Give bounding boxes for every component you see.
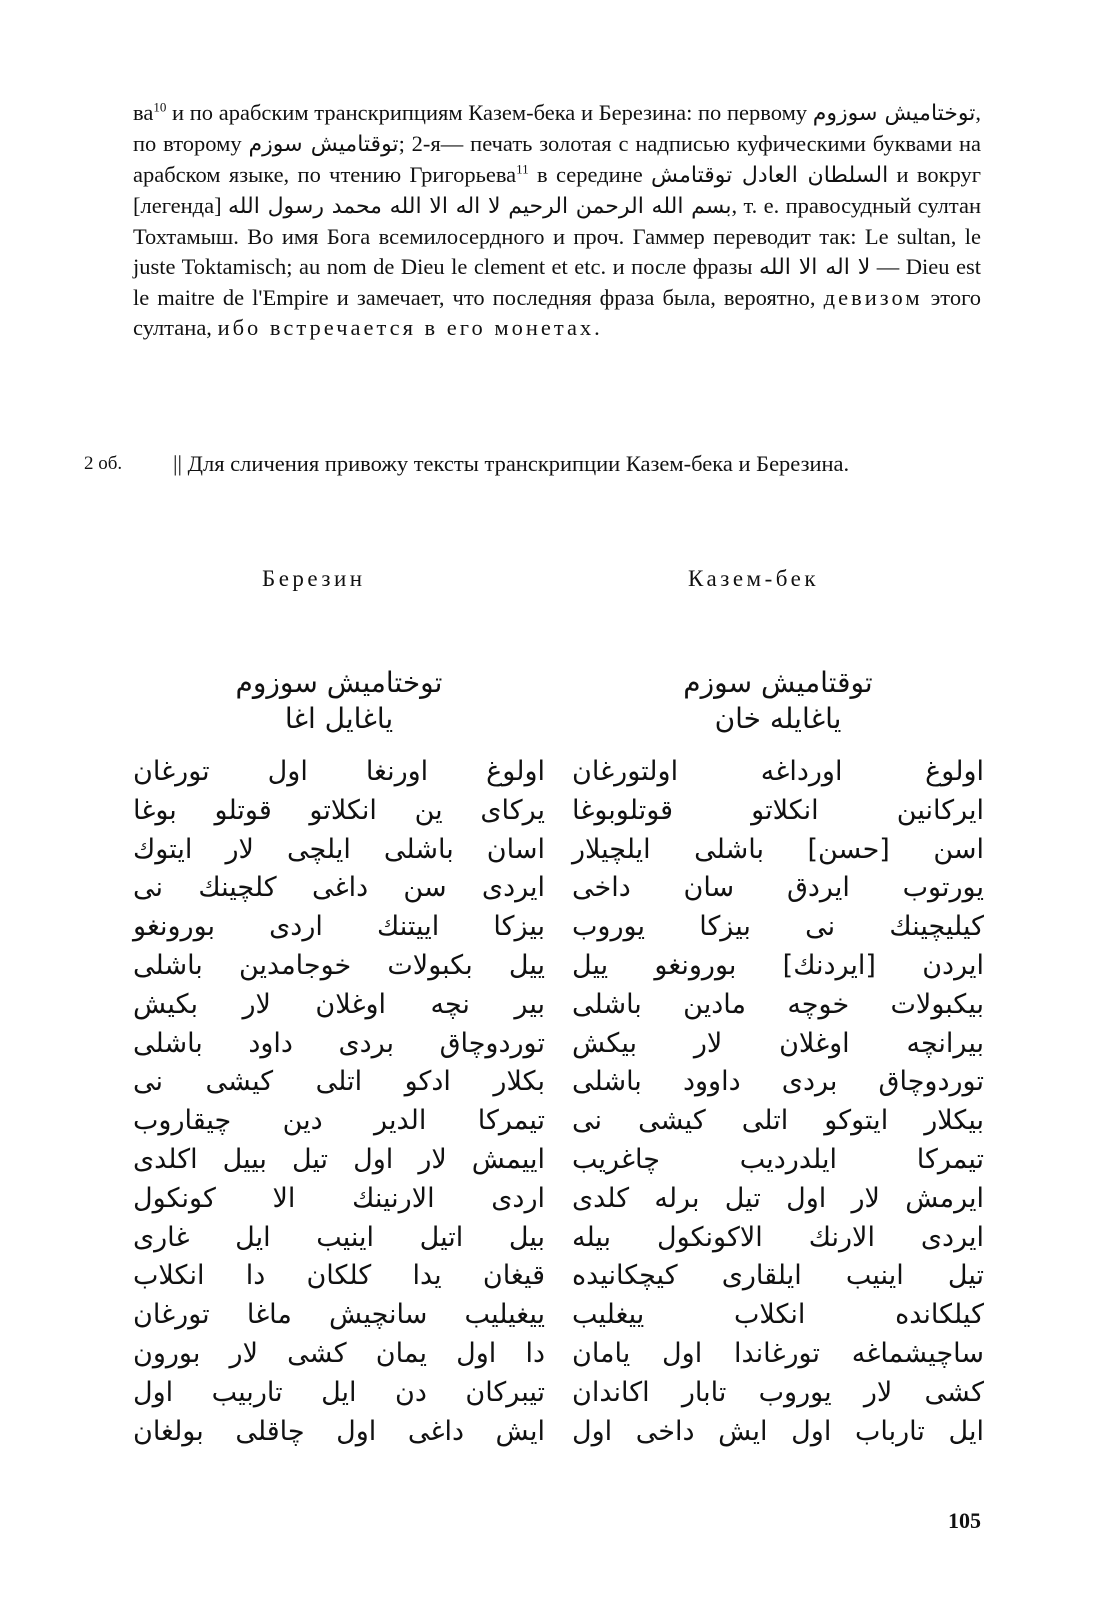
verse-line: ایل تارباب اول ایش داخی اول <box>572 1415 984 1447</box>
verse-line: اییمش لار اول تیل بییل اکلدی <box>133 1143 545 1175</box>
verse-line: اولوغ اورنغا اول تورغان <box>133 756 545 787</box>
verse-line: قیغان یدا کلکان دا انکلاب <box>133 1260 545 1292</box>
verse-block <box>133 753 545 1451</box>
verse-line: یورتوب ایردق سان داخی <box>572 872 984 904</box>
verse-line: کشی لار یوروب تابار اکاندان <box>572 1376 984 1408</box>
arabic-inline: توختامیش سوزوم <box>812 101 976 126</box>
verse-line: ایش داغی اول چاقلی بولغان <box>133 1415 545 1447</box>
column-heading-kazem-bek: Казем-бек <box>688 566 820 591</box>
column-title-line: یاغایله خان <box>714 702 842 735</box>
verse-line: تیل اینیب ایلقاری کیچکانیده <box>572 1260 984 1292</box>
verse-line: ییل بکبولات خوجامدین باشلی <box>133 949 545 981</box>
verse-line: توردوچاق بردی داود باشلی <box>133 1027 545 1059</box>
text-segment: этого султана, <box>133 285 981 340</box>
verse-line: ساچیشماغه تورغاندا اول یامان <box>572 1337 984 1369</box>
verse-line: ایردی الارنك الاکونکول بیله <box>572 1221 984 1253</box>
column-title-line: یاغایل اغا <box>284 702 394 735</box>
footnote-ref: 11 <box>516 161 529 177</box>
text-segment: ; 2-я— печать золотая с надписью куфическими буквами на арабском языке, по чтению Григорьева <box>133 131 982 187</box>
verse-line: اردی الارنینك الا کونکول <box>133 1182 545 1214</box>
verse-line: تیبرکان دن ایل تاربیب اول <box>133 1376 545 1408</box>
verse-line: بیر نچه اوغلان لار بکیش <box>133 988 545 1020</box>
second-paragraph <box>133 449 981 479</box>
column-heading-berezin: Березин <box>262 566 366 591</box>
verse-line: اسن [حسن] باشلی ایلچیلار <box>572 833 984 865</box>
text-segment: и по арабским транскрипциям Казем-бека и Березина: по первому <box>166 100 813 125</box>
verse-line: اولوغ اورداغه اولتورغان <box>572 756 984 787</box>
verse-line: دا اول یمان کشی لار بورون <box>133 1337 545 1369</box>
verse-line: کیلکانده انکلاب ییغلیب <box>572 1299 984 1331</box>
verse-line: ایردن [ایردنك] بورونغو ییل <box>572 949 984 981</box>
margin-note: 2 об. <box>84 453 123 474</box>
arabic-inline: السلطان العادل توقتامش <box>651 163 889 188</box>
arabic-inline: لا اله الا الله <box>759 255 871 280</box>
text-segment: , по второму <box>133 100 981 156</box>
text-segment: — Dieu est le maitre de l'Empire и замечает, что последняя фраза была, вероятно, <box>133 254 981 310</box>
verse-line: بیکبولات خوچه مادین باشلی <box>572 988 984 1020</box>
verse-block <box>572 753 984 1451</box>
spaced-text: ибо встречается в его монетах. <box>217 315 603 340</box>
text-segment: и вокруг [легенда] <box>133 162 982 218</box>
text-segment: , т. е. правосудный султан Тохтамыш. Во имя Бога всемилосердного и проч. Гаммер переводит так: Le sultan, le juste Toktamisch; au nom de Dieu le clement et etc. и после фразы <box>133 193 981 279</box>
verse-line: کیلیچینك نی بیزکا یوروب <box>572 911 984 943</box>
verse-line: بیکلار ایتوکو اتلی کیشی نی <box>572 1105 984 1137</box>
verse-line: ایردی سن داغی کلچینك نی <box>133 872 545 904</box>
spaced-text: девизом <box>823 285 923 310</box>
verse-line: ایرمش لار اول تیل برله کلدی <box>572 1182 984 1214</box>
page-number: 105 <box>948 1508 981 1533</box>
arabic-inline: توقتامیش سوزم <box>248 132 399 157</box>
verse-line: تیمرکا الدیر دین چیقاروب <box>133 1105 545 1137</box>
column-title-line: توختامیش سوزوم <box>235 666 443 699</box>
column-title-line: توقتامیش سوزم <box>683 666 873 699</box>
verse-line: ایرکانین انکلاتو قوتلوبوغا <box>572 794 984 826</box>
main-paragraph <box>133 98 981 343</box>
verse-line: بکلار ادکو اتلی کیشی نی <box>133 1066 545 1098</box>
berezin-column <box>133 665 545 1451</box>
verse-line: اسان باشلی ایلچی لار ایتوك <box>133 833 545 865</box>
verse-line: توردوچاق بردی داوود باشلی <box>572 1066 984 1098</box>
verse-line: یرکای ین انکلاتو قوتلو بوغا <box>133 794 545 826</box>
verse-line: بیرانچه اوغلان لار بیکش <box>572 1027 984 1059</box>
text-segment: в середине <box>528 162 652 187</box>
second-paragraph-text: || Для сличения привожу тексты транскрипции Казем-бека и Березина. <box>173 451 850 476</box>
arabic-inline: بسم الله الرحمن الرحیم لا اله الا الله محمد رسول الله <box>227 194 732 219</box>
verse-line: بیل اتیل اینیب ایل غاری <box>133 1221 545 1253</box>
verse-line: تیمرکا ایلدردیب چاغریب <box>572 1143 984 1175</box>
kazem-bek-column <box>572 665 984 1451</box>
text-segment: ва <box>133 100 154 125</box>
footnote-ref: 10 <box>153 99 167 115</box>
verse-line: ییغیلیب سانچیش ماغا تورغان <box>133 1299 545 1331</box>
verse-line: بیزکا اییتنك اردی بورونغو <box>133 911 545 943</box>
